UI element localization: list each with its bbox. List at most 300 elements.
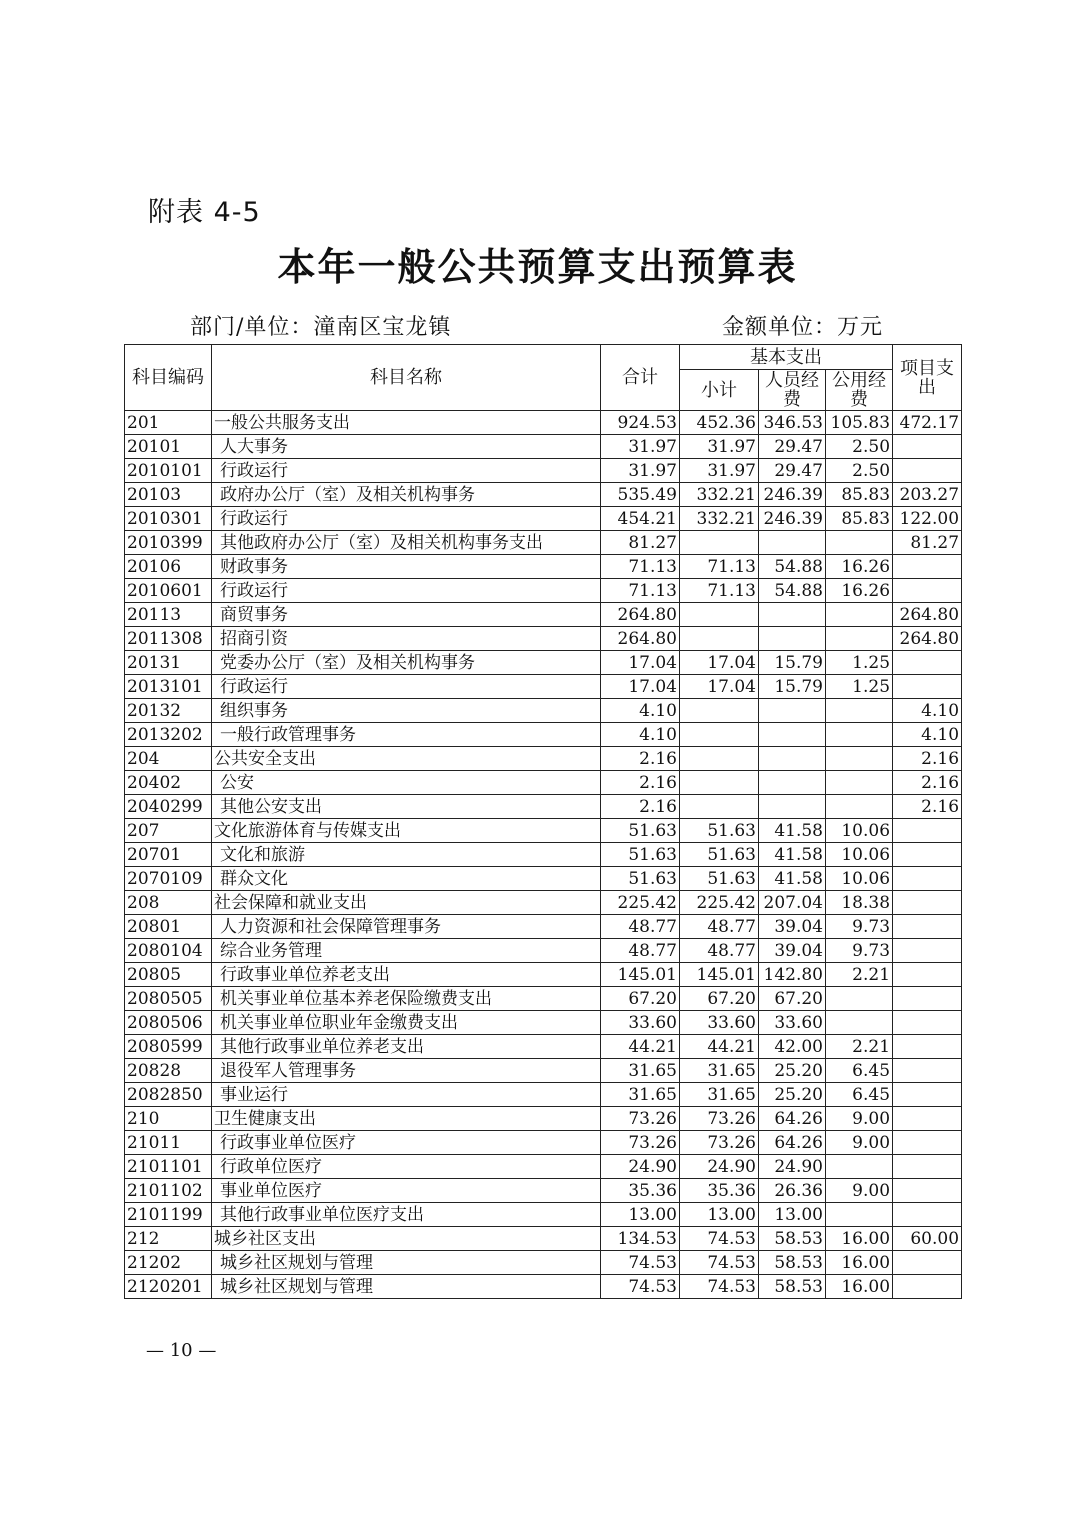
cell-personnel — [759, 747, 826, 771]
cell-project — [893, 1011, 962, 1035]
cell-public: 16.00 — [826, 1251, 893, 1275]
cell-subtotal: 31.97 — [680, 459, 759, 483]
cell-personnel: 64.26 — [759, 1131, 826, 1155]
cell-project — [893, 891, 962, 915]
cell-code: 2010301 — [125, 507, 212, 531]
cell-public: 10.06 — [826, 843, 893, 867]
table-row — [125, 867, 962, 891]
budget-table — [124, 344, 962, 1299]
cell-project — [893, 1035, 962, 1059]
cell-personnel: 41.58 — [759, 843, 826, 867]
cell-name: 招商引资 — [212, 627, 601, 651]
cell-code: 20402 — [125, 771, 212, 795]
cell-personnel — [759, 627, 826, 651]
cell-total: 74.53 — [601, 1251, 680, 1275]
cell-total: 264.80 — [601, 603, 680, 627]
cell-name: 社会保障和就业支出 — [212, 891, 601, 915]
cell-personnel: 64.26 — [759, 1107, 826, 1131]
cell-code: 2101101 — [125, 1155, 212, 1179]
cell-code: 21202 — [125, 1251, 212, 1275]
cell-public: 85.83 — [826, 507, 893, 531]
cell-total: 51.63 — [601, 819, 680, 843]
cell-project: 264.80 — [893, 603, 962, 627]
cell-project — [893, 963, 962, 987]
cell-code: 204 — [125, 747, 212, 771]
cell-public: 2.50 — [826, 435, 893, 459]
cell-project — [893, 915, 962, 939]
cell-name: 其他政府办公厅（室）及相关机构事务支出 — [212, 531, 601, 555]
table-row — [125, 1083, 962, 1107]
cell-project — [893, 1179, 962, 1203]
cell-public: 6.45 — [826, 1083, 893, 1107]
cell-name: 行政运行 — [212, 507, 601, 531]
cell-personnel — [759, 723, 826, 747]
cell-name: 机关事业单位基本养老保险缴费支出 — [212, 987, 601, 1011]
cell-total: 264.80 — [601, 627, 680, 651]
cell-name: 综合业务管理 — [212, 939, 601, 963]
cell-project: 2.16 — [893, 795, 962, 819]
cell-name: 行政运行 — [212, 675, 601, 699]
cell-code: 2120201 — [125, 1275, 212, 1299]
cell-total: 31.65 — [601, 1083, 680, 1107]
cell-name: 党委办公厅（室）及相关机构事务 — [212, 651, 601, 675]
cell-subtotal: 145.01 — [680, 963, 759, 987]
cell-public — [826, 1203, 893, 1227]
cell-total: 73.26 — [601, 1107, 680, 1131]
cell-code: 2040299 — [125, 795, 212, 819]
cell-project: 472.17 — [893, 411, 962, 435]
cell-subtotal — [680, 603, 759, 627]
cell-project — [893, 819, 962, 843]
table-row — [125, 1107, 962, 1131]
cell-project — [893, 1275, 962, 1299]
cell-subtotal: 51.63 — [680, 867, 759, 891]
cell-code: 2011308 — [125, 627, 212, 651]
cell-public — [826, 723, 893, 747]
cell-subtotal: 71.13 — [680, 555, 759, 579]
cell-personnel: 346.53 — [759, 411, 826, 435]
cell-name: 文化旅游体育与传媒支出 — [212, 819, 601, 843]
cell-public: 9.00 — [826, 1107, 893, 1131]
cell-project — [893, 435, 962, 459]
cell-subtotal — [680, 531, 759, 555]
cell-name: 机关事业单位职业年金缴费支出 — [212, 1011, 601, 1035]
cell-name: 一般行政管理事务 — [212, 723, 601, 747]
cell-public — [826, 531, 893, 555]
header-basic: 基本支出 — [680, 345, 893, 370]
cell-personnel: 13.00 — [759, 1203, 826, 1227]
cell-subtotal: 17.04 — [680, 675, 759, 699]
cell-subtotal: 24.90 — [680, 1155, 759, 1179]
cell-public: 9.00 — [826, 1179, 893, 1203]
cell-subtotal — [680, 795, 759, 819]
cell-project: 2.16 — [893, 771, 962, 795]
cell-total: 2.16 — [601, 771, 680, 795]
cell-code: 2080104 — [125, 939, 212, 963]
cell-project: 2.16 — [893, 747, 962, 771]
cell-personnel: 54.88 — [759, 555, 826, 579]
cell-subtotal: 73.26 — [680, 1107, 759, 1131]
cell-code: 2082850 — [125, 1083, 212, 1107]
cell-subtotal: 35.36 — [680, 1179, 759, 1203]
cell-project — [893, 1107, 962, 1131]
cell-personnel: 207.04 — [759, 891, 826, 915]
cell-subtotal: 225.42 — [680, 891, 759, 915]
cell-name: 公共安全支出 — [212, 747, 601, 771]
cell-subtotal: 74.53 — [680, 1251, 759, 1275]
cell-public: 10.06 — [826, 867, 893, 891]
cell-total: 48.77 — [601, 915, 680, 939]
cell-public: 1.25 — [826, 675, 893, 699]
cell-total: 924.53 — [601, 411, 680, 435]
table-row — [125, 1179, 962, 1203]
cell-total: 2.16 — [601, 747, 680, 771]
cell-personnel: 15.79 — [759, 675, 826, 699]
cell-public: 18.38 — [826, 891, 893, 915]
cell-subtotal — [680, 723, 759, 747]
table-row — [125, 1035, 962, 1059]
cell-subtotal: 74.53 — [680, 1227, 759, 1251]
cell-total: 31.97 — [601, 459, 680, 483]
cell-name: 组织事务 — [212, 699, 601, 723]
cell-total: 24.90 — [601, 1155, 680, 1179]
cell-name: 行政运行 — [212, 579, 601, 603]
cell-public — [826, 771, 893, 795]
cell-subtotal: 332.21 — [680, 483, 759, 507]
cell-personnel: 29.47 — [759, 435, 826, 459]
cell-public — [826, 747, 893, 771]
cell-public: 105.83 — [826, 411, 893, 435]
cell-total: 51.63 — [601, 843, 680, 867]
cell-subtotal: 74.53 — [680, 1275, 759, 1299]
cell-public: 1.25 — [826, 651, 893, 675]
cell-total: 73.26 — [601, 1131, 680, 1155]
cell-code: 20132 — [125, 699, 212, 723]
cell-name: 其他行政事业单位养老支出 — [212, 1035, 601, 1059]
table-row — [125, 1203, 962, 1227]
table-row — [125, 987, 962, 1011]
cell-total: 535.49 — [601, 483, 680, 507]
table-row — [125, 1275, 962, 1299]
table-row — [125, 411, 962, 435]
cell-subtotal: 31.65 — [680, 1059, 759, 1083]
cell-code: 2080506 — [125, 1011, 212, 1035]
cell-project — [893, 1155, 962, 1179]
cell-total: 51.63 — [601, 867, 680, 891]
table-row — [125, 627, 962, 651]
cell-subtotal: 51.63 — [680, 843, 759, 867]
cell-code: 2080505 — [125, 987, 212, 1011]
cell-project — [893, 987, 962, 1011]
cell-name: 政府办公厅（室）及相关机构事务 — [212, 483, 601, 507]
amount-unit-label: 金额单位：万元 — [722, 315, 884, 340]
cell-name: 行政单位医疗 — [212, 1155, 601, 1179]
cell-subtotal: 48.77 — [680, 939, 759, 963]
cell-code: 20113 — [125, 603, 212, 627]
cell-total: 33.60 — [601, 1011, 680, 1035]
cell-name: 退役军人管理事务 — [212, 1059, 601, 1083]
cell-total: 4.10 — [601, 723, 680, 747]
cell-code: 210 — [125, 1107, 212, 1131]
cell-name: 公安 — [212, 771, 601, 795]
table-row — [125, 1059, 962, 1083]
cell-name: 行政运行 — [212, 459, 601, 483]
cell-code: 212 — [125, 1227, 212, 1251]
cell-total: 2.16 — [601, 795, 680, 819]
cell-name: 财政事务 — [212, 555, 601, 579]
cell-personnel: 58.53 — [759, 1227, 826, 1251]
cell-personnel: 33.60 — [759, 1011, 826, 1035]
header-code: 科目编码 — [125, 345, 212, 411]
cell-code: 21011 — [125, 1131, 212, 1155]
cell-public: 6.45 — [826, 1059, 893, 1083]
cell-project: 203.27 — [893, 483, 962, 507]
cell-public: 16.00 — [826, 1275, 893, 1299]
header-project: 项目支出 — [893, 345, 962, 411]
cell-project — [893, 1251, 962, 1275]
cell-public — [826, 987, 893, 1011]
cell-subtotal: 332.21 — [680, 507, 759, 531]
cell-name: 事业运行 — [212, 1083, 601, 1107]
cell-total: 67.20 — [601, 987, 680, 1011]
cell-subtotal: 51.63 — [680, 819, 759, 843]
cell-subtotal: 44.21 — [680, 1035, 759, 1059]
cell-code: 2010399 — [125, 531, 212, 555]
cell-project — [893, 675, 962, 699]
cell-code: 20106 — [125, 555, 212, 579]
cell-personnel: 41.58 — [759, 867, 826, 891]
cell-name: 人力资源和社会保障管理事务 — [212, 915, 601, 939]
cell-personnel: 39.04 — [759, 915, 826, 939]
header-name: 科目名称 — [212, 345, 601, 411]
cell-personnel — [759, 795, 826, 819]
page-number: — 10 — — [146, 1340, 217, 1361]
table-row — [125, 459, 962, 483]
cell-name: 城乡社区规划与管理 — [212, 1251, 601, 1275]
cell-project — [893, 579, 962, 603]
cell-code: 20701 — [125, 843, 212, 867]
cell-name: 商贸事务 — [212, 603, 601, 627]
cell-name: 其他公安支出 — [212, 795, 601, 819]
table-row — [125, 795, 962, 819]
cell-project — [893, 1059, 962, 1083]
table-row — [125, 483, 962, 507]
cell-total: 31.97 — [601, 435, 680, 459]
cell-code: 2013101 — [125, 675, 212, 699]
cell-name: 卫生健康支出 — [212, 1107, 601, 1131]
cell-project — [893, 555, 962, 579]
cell-personnel — [759, 603, 826, 627]
cell-subtotal: 17.04 — [680, 651, 759, 675]
table-row — [125, 1227, 962, 1251]
cell-name: 人大事务 — [212, 435, 601, 459]
cell-total: 44.21 — [601, 1035, 680, 1059]
cell-public: 2.21 — [826, 1035, 893, 1059]
cell-name: 一般公共服务支出 — [212, 411, 601, 435]
cell-personnel: 29.47 — [759, 459, 826, 483]
cell-subtotal: 67.20 — [680, 987, 759, 1011]
header-public: 公用经费 — [826, 370, 893, 411]
table-row — [125, 699, 962, 723]
cell-code: 2070109 — [125, 867, 212, 891]
table-row — [125, 891, 962, 915]
table-row — [125, 819, 962, 843]
table-row — [125, 555, 962, 579]
table-row — [125, 435, 962, 459]
cell-name: 事业单位医疗 — [212, 1179, 601, 1203]
cell-code: 20103 — [125, 483, 212, 507]
cell-total: 48.77 — [601, 939, 680, 963]
cell-name: 文化和旅游 — [212, 843, 601, 867]
cell-subtotal — [680, 699, 759, 723]
table-row — [125, 747, 962, 771]
table-row — [125, 1251, 962, 1275]
cell-public: 9.00 — [826, 1131, 893, 1155]
cell-code: 20101 — [125, 435, 212, 459]
cell-project: 4.10 — [893, 699, 962, 723]
cell-total: 145.01 — [601, 963, 680, 987]
cell-personnel: 67.20 — [759, 987, 826, 1011]
cell-subtotal: 48.77 — [680, 915, 759, 939]
cell-public: 10.06 — [826, 819, 893, 843]
cell-project — [893, 867, 962, 891]
table-row — [125, 939, 962, 963]
table-row — [125, 771, 962, 795]
cell-code: 2010101 — [125, 459, 212, 483]
cell-project — [893, 651, 962, 675]
cell-subtotal: 31.97 — [680, 435, 759, 459]
cell-personnel: 25.20 — [759, 1083, 826, 1107]
cell-public — [826, 603, 893, 627]
cell-public: 16.26 — [826, 555, 893, 579]
page-title: 本年一般公共预算支出预算表 — [277, 244, 798, 289]
cell-name: 其他行政事业单位医疗支出 — [212, 1203, 601, 1227]
cell-code: 2080599 — [125, 1035, 212, 1059]
cell-name: 行政事业单位养老支出 — [212, 963, 601, 987]
table-row — [125, 675, 962, 699]
cell-personnel: 54.88 — [759, 579, 826, 603]
cell-name: 城乡社区支出 — [212, 1227, 601, 1251]
cell-project: 81.27 — [893, 531, 962, 555]
cell-personnel: 246.39 — [759, 483, 826, 507]
cell-total: 31.65 — [601, 1059, 680, 1083]
table-row — [125, 723, 962, 747]
cell-code: 2101102 — [125, 1179, 212, 1203]
cell-code: 20801 — [125, 915, 212, 939]
cell-subtotal — [680, 771, 759, 795]
cell-name: 城乡社区规划与管理 — [212, 1275, 601, 1299]
cell-subtotal: 13.00 — [680, 1203, 759, 1227]
cell-public: 16.00 — [826, 1227, 893, 1251]
cell-project — [893, 1083, 962, 1107]
cell-personnel: 58.53 — [759, 1275, 826, 1299]
table-row — [125, 507, 962, 531]
header-total: 合计 — [601, 345, 680, 411]
cell-name: 群众文化 — [212, 867, 601, 891]
cell-personnel — [759, 531, 826, 555]
cell-name: 行政事业单位医疗 — [212, 1131, 601, 1155]
cell-project: 122.00 — [893, 507, 962, 531]
cell-total: 134.53 — [601, 1227, 680, 1251]
cell-public: 9.73 — [826, 939, 893, 963]
cell-personnel: 142.80 — [759, 963, 826, 987]
cell-personnel: 25.20 — [759, 1059, 826, 1083]
cell-personnel: 41.58 — [759, 819, 826, 843]
cell-public — [826, 627, 893, 651]
cell-personnel — [759, 771, 826, 795]
cell-public: 2.21 — [826, 963, 893, 987]
cell-public — [826, 1011, 893, 1035]
table-row — [125, 531, 962, 555]
cell-personnel: 24.90 — [759, 1155, 826, 1179]
table-row — [125, 963, 962, 987]
cell-code: 2010601 — [125, 579, 212, 603]
department-label: 部门/单位：潼南区宝龙镇 — [190, 315, 452, 340]
cell-public — [826, 795, 893, 819]
cell-subtotal: 71.13 — [680, 579, 759, 603]
table-row — [125, 1011, 962, 1035]
table-row — [125, 1131, 962, 1155]
appendix-label: 附表 4-5 — [148, 197, 261, 228]
cell-project — [893, 1131, 962, 1155]
cell-public: 2.50 — [826, 459, 893, 483]
cell-total: 71.13 — [601, 579, 680, 603]
cell-personnel: 42.00 — [759, 1035, 826, 1059]
cell-public: 16.26 — [826, 579, 893, 603]
cell-project: 264.80 — [893, 627, 962, 651]
cell-public: 9.73 — [826, 915, 893, 939]
cell-project — [893, 843, 962, 867]
cell-total: 35.36 — [601, 1179, 680, 1203]
table-row — [125, 843, 962, 867]
cell-project — [893, 939, 962, 963]
cell-code: 2101199 — [125, 1203, 212, 1227]
cell-public — [826, 699, 893, 723]
cell-subtotal: 452.36 — [680, 411, 759, 435]
cell-total: 4.10 — [601, 699, 680, 723]
cell-code: 2013202 — [125, 723, 212, 747]
cell-total: 74.53 — [601, 1275, 680, 1299]
cell-total: 17.04 — [601, 651, 680, 675]
table-row — [125, 651, 962, 675]
cell-code: 20805 — [125, 963, 212, 987]
cell-total: 71.13 — [601, 555, 680, 579]
cell-subtotal — [680, 747, 759, 771]
table-row — [125, 579, 962, 603]
cell-project — [893, 1203, 962, 1227]
header-personnel: 人员经费 — [759, 370, 826, 411]
cell-subtotal: 33.60 — [680, 1011, 759, 1035]
table-body — [125, 411, 962, 1299]
cell-code: 201 — [125, 411, 212, 435]
cell-total: 17.04 — [601, 675, 680, 699]
cell-personnel: 26.36 — [759, 1179, 826, 1203]
cell-project — [893, 459, 962, 483]
cell-subtotal: 31.65 — [680, 1083, 759, 1107]
cell-project: 4.10 — [893, 723, 962, 747]
header-subtotal: 小计 — [680, 370, 759, 411]
cell-public: 85.83 — [826, 483, 893, 507]
cell-code: 207 — [125, 819, 212, 843]
table-row — [125, 1155, 962, 1179]
cell-public — [826, 1155, 893, 1179]
table-row — [125, 603, 962, 627]
cell-project: 60.00 — [893, 1227, 962, 1251]
cell-personnel — [759, 699, 826, 723]
cell-total: 13.00 — [601, 1203, 680, 1227]
cell-subtotal — [680, 627, 759, 651]
cell-subtotal: 73.26 — [680, 1131, 759, 1155]
